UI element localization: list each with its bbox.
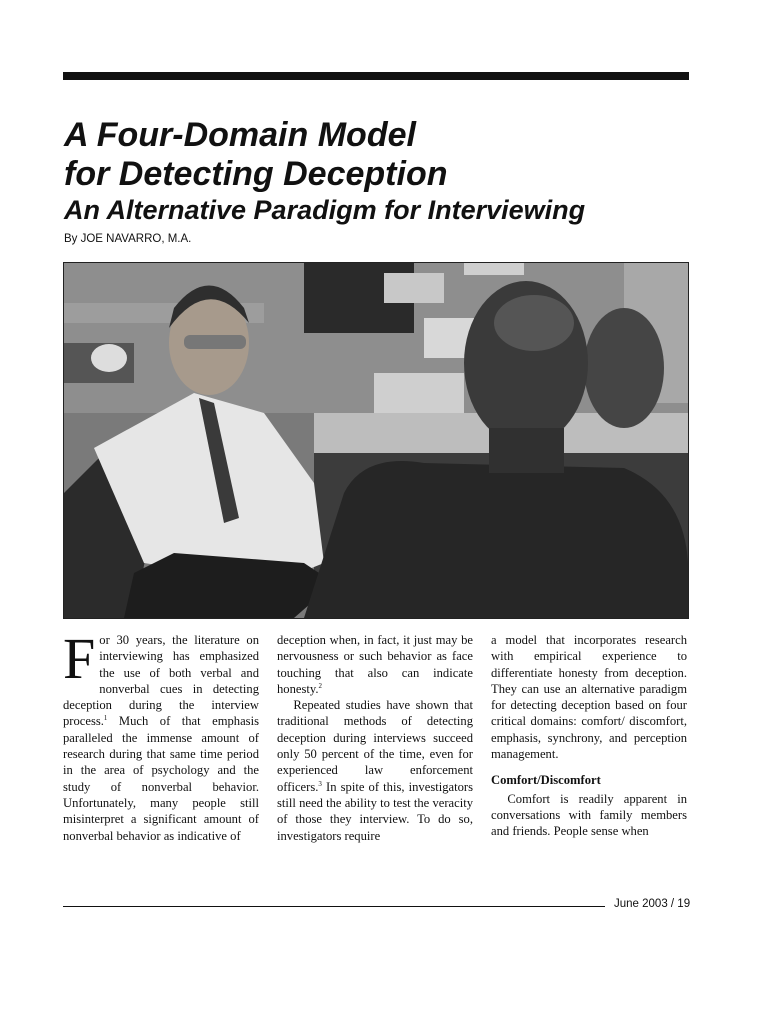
body-column-1 bbox=[63, 626, 259, 844]
byline: By JOE NAVARRO, M.A. bbox=[64, 233, 192, 245]
footnote-ref-2: 2 bbox=[318, 681, 323, 690]
col2-text-b: Repeated studies have shown that traditional methods of detecting deception during interviews succeed only 50 percent of the time, even for experienced law enforcement officers. bbox=[277, 698, 473, 794]
body-column-3 bbox=[491, 632, 687, 840]
col3-paragraph-1: a model that incorporates research with empirical experience to differentiate honesty from deception. They can use an alternative paradigm for detecting deception based on four critical domains: comfort/ discomfort, emphasis, synchrony, and perception management. bbox=[491, 633, 687, 762]
title-line-2: for Detecting Deception bbox=[64, 155, 448, 193]
drop-cap: F bbox=[63, 626, 96, 691]
col3-paragraph-2: Comfort is readily apparent in conversations with family members and friends. People sense when bbox=[491, 791, 687, 839]
article-title bbox=[64, 116, 704, 194]
col1-text-a: or 30 years, the literature on interviewing has emphasized the use of both verbal and nonverbal cues in detecting deception during the interview process. bbox=[63, 633, 259, 729]
title-line-1: A Four-Domain Model bbox=[64, 116, 416, 154]
article-subtitle: An Alternative Paradigm for Interviewing bbox=[64, 195, 586, 225]
section-heading: Comfort/Discomfort bbox=[491, 773, 601, 788]
col2-text-a: deception when, in fact, it just may be nervousness or such behavior as face touching that also can indicate honesty. bbox=[277, 633, 473, 696]
footer-rule bbox=[63, 906, 605, 907]
footnote-ref-3: 3 bbox=[318, 779, 322, 788]
page-folio: June 2003 / 19 bbox=[614, 898, 691, 910]
col1-text-b: Much of that emphasis paralleled the immense amount of research during that same time period in the area of psychology and the study of nonverbal behavior. Unfortunately, many people still misinterpret a significant amount of nonverbal behavior as indicative of bbox=[63, 714, 259, 843]
interview-photo bbox=[63, 262, 689, 619]
col2-text-c: In spite of this, investigators still need the ability to test the veracity of those they interview. To do so, investigators require bbox=[277, 779, 473, 843]
footnote-ref-1: 1 bbox=[103, 714, 108, 723]
top-rule bbox=[63, 72, 689, 80]
body-column-2 bbox=[277, 632, 473, 844]
